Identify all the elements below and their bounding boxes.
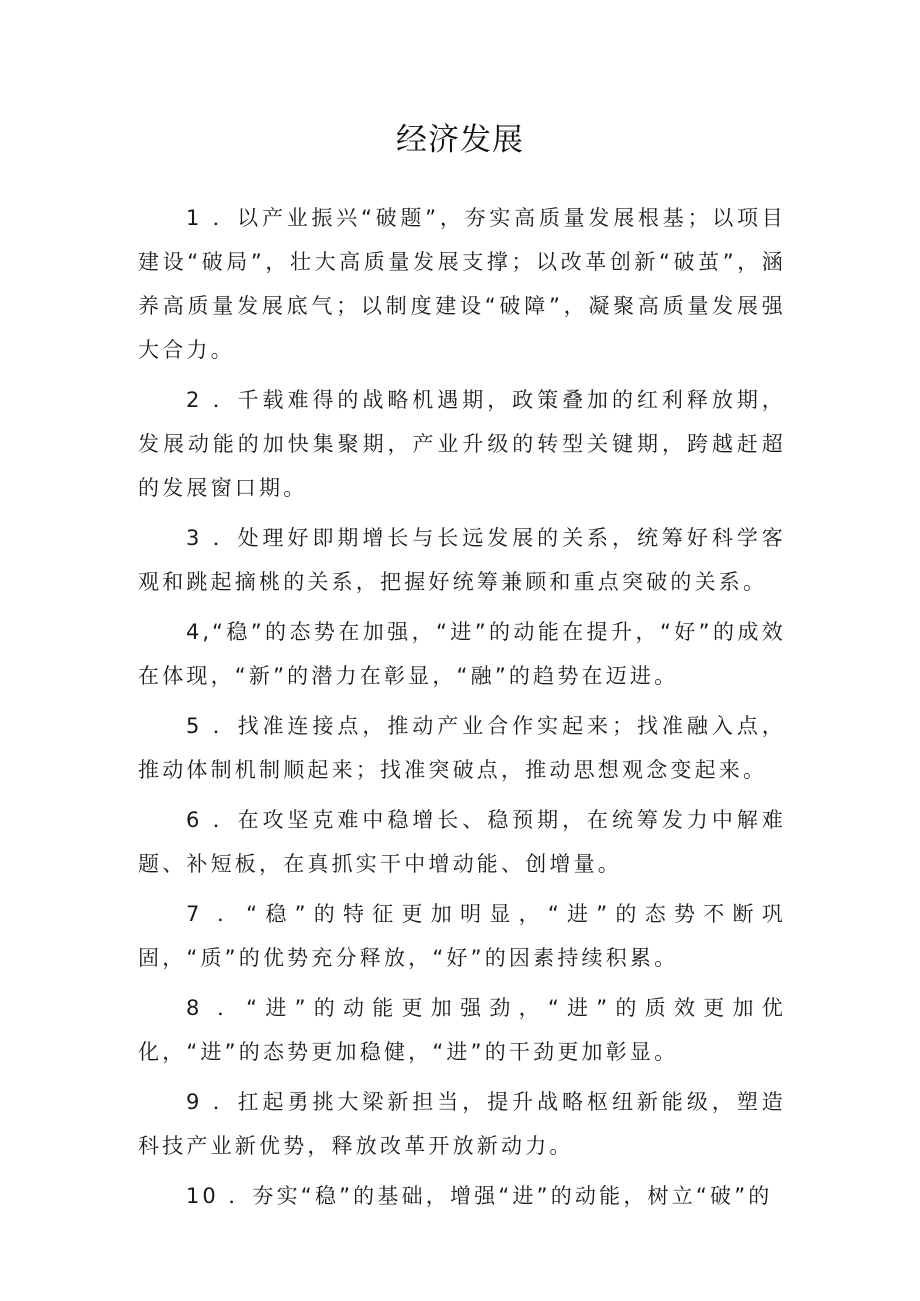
paragraph-text: 以产业振兴“破题”，夯实高质量发展根基；以项目建设“破局”，壮大高质量发展支撑；以改革创新“破茧”，涵养高质量发展底气；以制度建设“破障”，凝聚高质量发展强大合力。 xyxy=(138,206,786,362)
paragraph-text: 夯实“稳”的基础，增强“进”的动能，树立“破”的 xyxy=(252,1184,773,1208)
paragraph-number: 10 ． xyxy=(186,1184,253,1208)
paragraph-number: 9 ． xyxy=(186,1090,238,1114)
paragraph-text: 找准连接点，推动产业合作实起来；找准融入点，推动体制机制顺起来；找准突破点，推动思想观念变起来。 xyxy=(138,714,786,782)
paragraph-text: “稳”的态势在加强，“进”的动能在提升，“好”的成效在体现，“新”的潜力在彰显，“融”的趋势在迈进。 xyxy=(138,620,786,688)
paragraph-number: 8 ． xyxy=(186,996,247,1020)
paragraph-text: 扛起勇挑大梁新担当，提升战略枢纽新能级，塑造科技产业新优势，释放改革开放新动力。 xyxy=(138,1090,786,1158)
paragraph-8 xyxy=(138,986,786,1074)
paragraph-number: 2 ． xyxy=(186,388,238,412)
paragraph-number: 4, xyxy=(186,620,213,644)
paragraph-10 xyxy=(138,1174,786,1218)
paragraph-text: “进”的动能更加强劲，“进”的质效更加优化，“进”的态势更加稳健，“进”的干劲更加彰显。 xyxy=(138,996,786,1064)
paragraph-6 xyxy=(138,798,786,886)
paragraph-4 xyxy=(138,610,786,698)
paragraph-text: 千载难得的战略机遇期，政策叠加的红利释放期，发展动能的加快集聚期，产业升级的转型关键期，跨越赶超的发展窗口期。 xyxy=(138,388,786,500)
paragraph-number: 7 ． xyxy=(186,902,247,926)
paragraph-9 xyxy=(138,1080,786,1168)
paragraph-3 xyxy=(138,516,786,604)
document-title: 经济发展 xyxy=(396,122,524,158)
paragraph-text: 在攻坚克难中稳增长、稳预期，在统筹发力中解难题、补短板，在真抓实干中增动能、创增量。 xyxy=(138,808,786,876)
paragraph-number: 6 ． xyxy=(186,808,238,832)
paragraph-number: 3 ． xyxy=(186,526,238,550)
paragraph-7 xyxy=(138,892,786,980)
document-body xyxy=(138,196,786,1224)
paragraph-text: “稳”的特征更加明显，“进”的态势不断巩固，“质”的优势充分释放，“好”的因素持续积累。 xyxy=(138,902,786,970)
paragraph-number: 5 ． xyxy=(186,714,238,738)
paragraph-2 xyxy=(138,378,786,510)
paragraph-number: 1 ． xyxy=(186,206,238,230)
paragraph-5 xyxy=(138,704,786,792)
paragraph-1 xyxy=(138,196,786,372)
paragraph-text: 处理好即期增长与长远发展的关系，统筹好科学客观和跳起摘桃的关系，把握好统筹兼顾和重点突破的关系。 xyxy=(138,526,786,594)
